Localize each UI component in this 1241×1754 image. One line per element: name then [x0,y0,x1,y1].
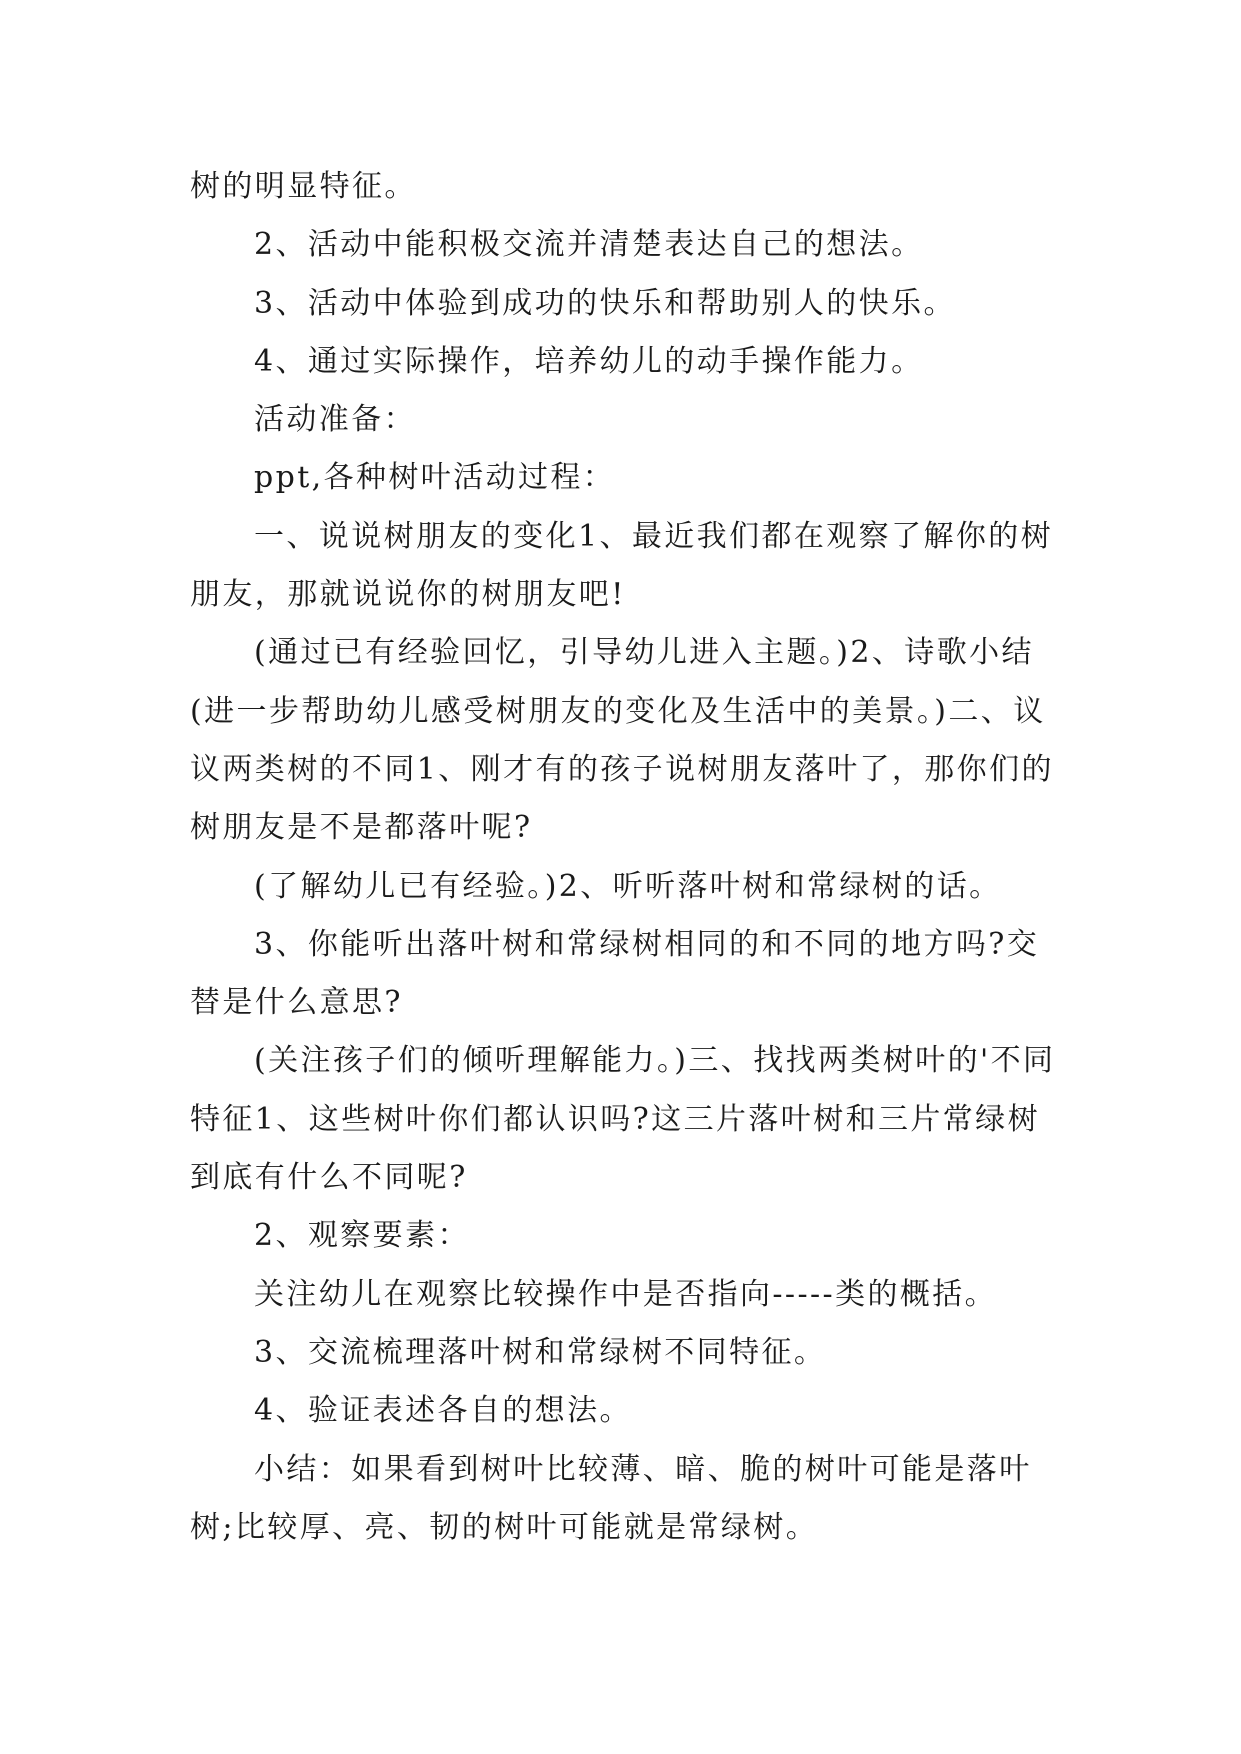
paragraph-12: 2、观察要素： [254,1218,470,1254]
paragraph-6: ppt,各种树叶活动过程： [254,460,616,496]
paragraph-15: 4、验证表述各自的想法。 [254,1393,632,1429]
paragraph-3: 3、活动中体验到成功的快乐和帮助别人的快乐。 [254,285,956,321]
paragraph-11: (关注孩子们的倾听理解能力。)三、找找两类树叶的'不同特征1、这些树叶你们都认识吗?这三片落叶树和三片常绿树到底有什么不同呢? [190,1043,1056,1196]
paragraph-1: 树的明显特征。 [190,169,417,204]
paragraph-7: 一、说说树朋友的变化1、最近我们都在观察了解你的树朋友，那就说说你的树朋友吧! [190,518,1054,613]
paragraph-5: 活动准备： [254,402,416,438]
paragraph-2: 2、活动中能积极交流并清楚表达自己的想法。 [254,227,924,263]
paragraph-10: 3、你能听出落叶树和常绿树相同的和不同的地方吗?交替是什么意思? [190,926,1040,1021]
paragraph-4: 4、通过实际操作，培养幼儿的动手操作能力。 [254,343,924,379]
paragraph-16: 小结：如果看到树叶比较薄、暗、脆的树叶可能是落叶树;比较厚、亮、韧的树叶可能就是常绿树。 [190,1451,1032,1545]
paragraph-14: 3、交流梳理落叶树和常绿树不同特征。 [254,1334,827,1370]
paragraph-9: (了解幼儿已有经验。)2、听听落叶树和常绿树的话。 [254,868,1002,904]
document-body [190,158,1060,1557]
paragraph-13: 关注幼儿在观察比较操作中是否指向-----类的概括。 [254,1276,998,1312]
paragraph-8: (通过已有经验回忆，引导幼儿进入主题。)2、诗歌小结(进一步帮助幼儿感受树朋友的变化及生活中的美景。)二、议议两类树的不同1、刚才有的孩子说树朋友落叶了，那你们的树朋友是不是都落叶呢? [190,635,1054,846]
